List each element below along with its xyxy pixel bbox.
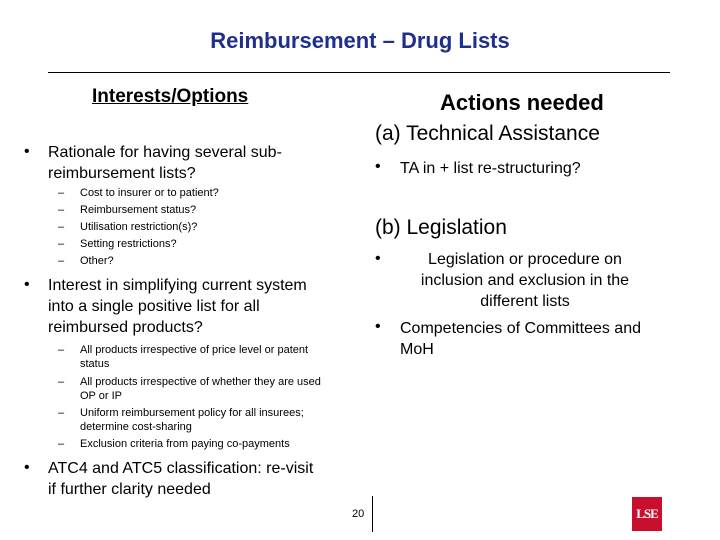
dash: – bbox=[58, 187, 65, 199]
dash: – bbox=[58, 204, 65, 216]
dash: – bbox=[58, 407, 65, 419]
bullet2-sub-line1: All products irrespective of whether they are used bbox=[80, 376, 321, 388]
left-heading: Interests/Options bbox=[92, 86, 249, 107]
bullet2-line3: reimbursed products? bbox=[48, 319, 203, 336]
b-bullet1-line3: different lists bbox=[480, 293, 570, 310]
bullet2-sub-line2: status bbox=[80, 358, 110, 370]
bullet3-line1: ATC4 and ATC5 classification: re-visit bbox=[48, 460, 314, 477]
b-bullet1-line1: Legislation or procedure on bbox=[428, 251, 622, 268]
bullet2-sub-line2: OP or IP bbox=[80, 390, 122, 402]
b-bullet1-line2: inclusion and exclusion in the bbox=[420, 272, 630, 289]
bullet-dot: • bbox=[375, 250, 381, 267]
bullet1-line2: reimbursement lists? bbox=[48, 165, 196, 182]
slide-title: Reimbursement – Drug Lists bbox=[210, 28, 510, 53]
dash: – bbox=[58, 255, 65, 267]
bullet2-line2: into a single positive list for all bbox=[48, 298, 260, 315]
bullet1-sub: Reimbursement status? bbox=[80, 204, 197, 216]
bullet1-sub: Cost to insurer or to patient? bbox=[80, 187, 219, 199]
dash: – bbox=[58, 344, 65, 356]
bullet2-line1: Interest in simplifying current system bbox=[48, 277, 307, 294]
bullet1-sub: Setting restrictions? bbox=[80, 238, 177, 250]
dash: – bbox=[58, 221, 65, 233]
bullet2-sub-line1: Uniform reimbursement policy for all insurees; bbox=[80, 407, 304, 419]
b-bullet2-line2: MoH bbox=[400, 341, 434, 358]
dash: – bbox=[58, 438, 65, 450]
right-heading: Actions needed bbox=[440, 90, 604, 115]
a-bullet-text: TA in + list re-structuring? bbox=[400, 160, 581, 177]
bullet1-sub: Utilisation restriction(s)? bbox=[80, 221, 198, 233]
b-bullet2-line1: Competencies of Committees and bbox=[400, 320, 641, 337]
bullet3-line2: if further clarity needed bbox=[48, 481, 211, 498]
bullet2-sub-line1: Exclusion criteria from paying co-payments bbox=[80, 438, 290, 450]
page-number: 20 bbox=[352, 508, 365, 520]
bullet-dot: • bbox=[375, 158, 381, 175]
dash: – bbox=[58, 238, 65, 250]
lse-logo: LSE bbox=[632, 497, 662, 531]
footer-divider bbox=[372, 496, 373, 532]
bullet2-sub-line2: determine cost-sharing bbox=[80, 421, 192, 433]
title-divider bbox=[48, 72, 670, 73]
bullet1-line1: Rationale for having several sub- bbox=[48, 144, 282, 161]
bullet-dot: • bbox=[24, 276, 30, 293]
bullet-dot: • bbox=[24, 459, 30, 476]
bullet2-sub-line1: All products irrespective of price level or patent bbox=[80, 344, 309, 356]
section-a-heading: (a) Technical Assistance bbox=[375, 122, 600, 145]
bullet1-sub: Other? bbox=[80, 255, 114, 267]
dash: – bbox=[58, 376, 65, 388]
section-b-heading: (b) Legislation bbox=[375, 216, 507, 239]
bullet-dot: • bbox=[24, 143, 30, 160]
bullet-dot: • bbox=[375, 318, 381, 335]
